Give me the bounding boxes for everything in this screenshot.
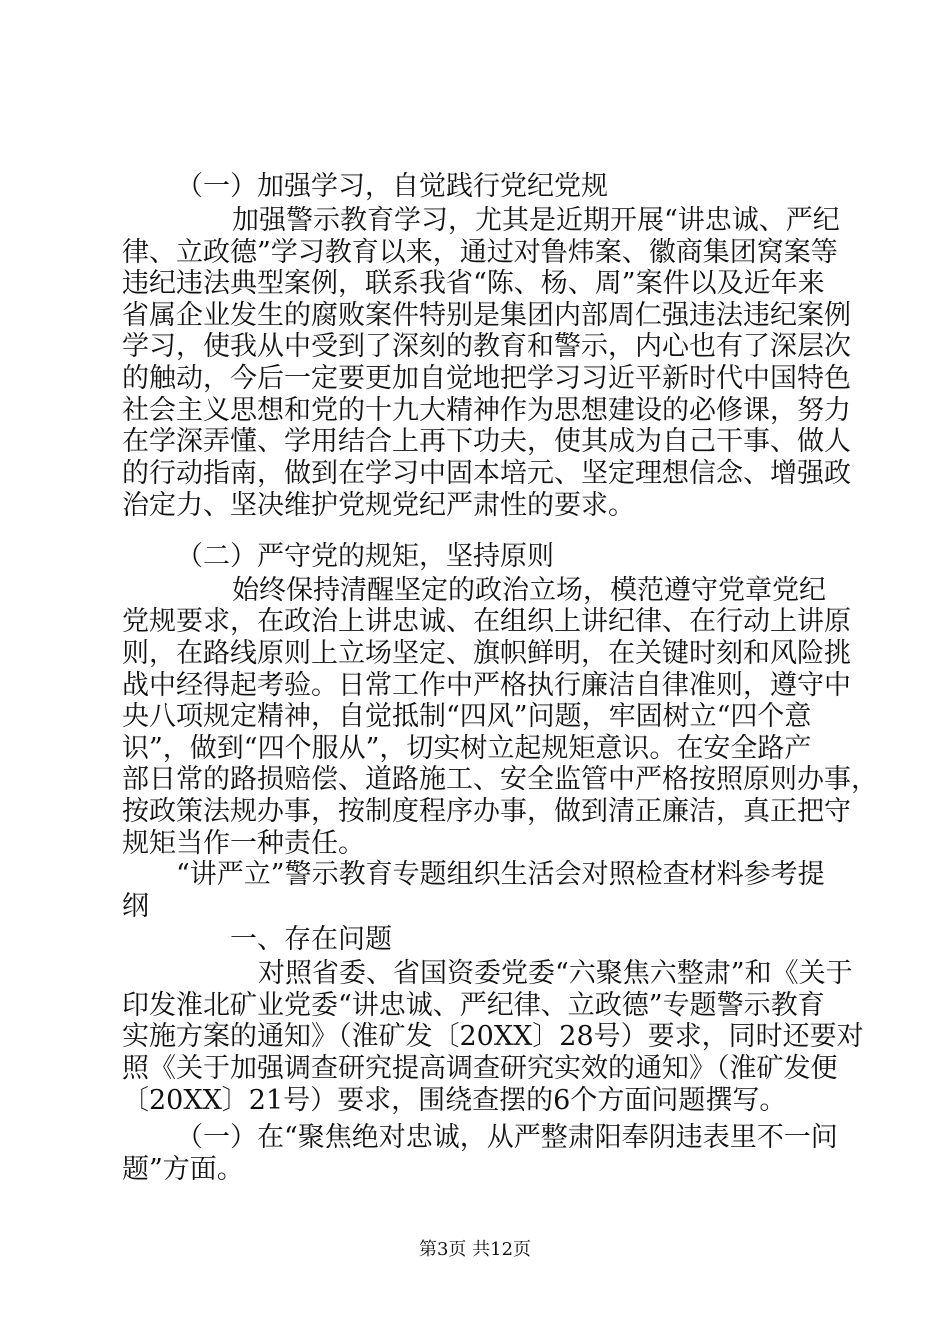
paragraph-line: 治定力、坚决维护党规党纪严肃性的要求。: [122, 490, 635, 521]
paragraph-line: 的行动指南，做到在学习中固本培元、坚定理想信念、增强政: [122, 458, 851, 489]
paragraph-line: 识”，做到“四个服从”，切实树立起规矩意识。在安全路产: [122, 733, 812, 764]
paragraph-line: 加强警示教育学习，尤其是近期开展“讲忠诚、严纪: [232, 205, 840, 236]
paragraph-line: 〔20XX〕21号）要求，围绕查摆的6个方面问题撰写。: [122, 1085, 787, 1116]
paragraph-line: 律、立政德”学习教育以来，通过对鲁炜案、徽商集团窝案等: [122, 237, 838, 268]
paragraph-line: 则，在路线原则上立场坚定、旗帜鲜明，在关键时刻和风险挑: [122, 638, 851, 669]
paragraph-line: 违纪违法典型案例，联系我省“陈、杨、周”案件以及近年来: [122, 268, 825, 299]
document-title: 纲: [122, 891, 149, 922]
document-title: “讲严立”警示教育专题组织生活会对照检查材料参考提: [176, 859, 825, 890]
paragraph-line: 对照省委、省国资委党委“六聚焦六整肃”和《关于: [258, 958, 853, 989]
paragraph-line: 实施方案的通知》（淮矿发〔20XX〕28号）要求，同时还要对: [122, 1021, 864, 1052]
section-heading: （二）严守党的规矩，坚持原则: [176, 541, 554, 572]
paragraph-line: 社会主义思想和党的十九大精神作为思想建设的必修课，努力: [122, 395, 851, 426]
paragraph-line: 规矩当作一种责任。: [122, 828, 365, 859]
paragraph-line: 印发淮北矿业党委“讲忠诚、严纪律、立政德”专题警示教育: [122, 990, 825, 1021]
paragraph-line: 战中经得起考验。日常工作中严格执行廉洁自律准则，遵守中: [122, 670, 851, 701]
paragraph-line: 照《关于加强调查研究提高调查研究实效的通知》（淮矿发便: [122, 1053, 838, 1084]
paragraph-line: 的触动，今后一定要更加自觉地把学习习近平新时代中国特色: [122, 363, 851, 394]
paragraph-line: 学习，使我从中受到了深刻的教育和警示，内心也有了深层次: [122, 331, 851, 362]
paragraph-line: 始终保持清醒坚定的政治立场，模范遵守党章党纪: [232, 575, 826, 606]
part-heading: 一、存在问题: [230, 924, 392, 955]
page-number: 第3页 共12页: [418, 1239, 532, 1260]
subsection-heading: 题”方面。: [122, 1154, 244, 1185]
paragraph-line: 在学深弄懂、学用结合上再下功夫，使其成为自己干事、做人: [122, 426, 851, 457]
paragraph-line: 党规要求，在政治上讲忠诚、在组织上讲纪律、在行动上讲原: [122, 606, 851, 637]
subsection-heading: （一）在“聚焦绝对忠诚，从严整肃阳奉阴违表里不一问: [176, 1122, 838, 1153]
paragraph-line: 部日常的路损赔偿、道路施工、安全监管中严格按照原则办事，: [122, 764, 878, 795]
paragraph-line: 按政策法规办事，按制度程序办事，做到清正廉洁，真正把守: [122, 796, 851, 827]
section-heading: （一）加强学习，自觉践行党纪党规: [176, 171, 608, 202]
paragraph-line: 省属企业发生的腐败案件特别是集团内部周仁强违法违纪案例: [122, 300, 851, 331]
paragraph-line: 央八项规定精神，自觉抵制“四风”问题，牢固树立“四个意: [122, 701, 812, 732]
